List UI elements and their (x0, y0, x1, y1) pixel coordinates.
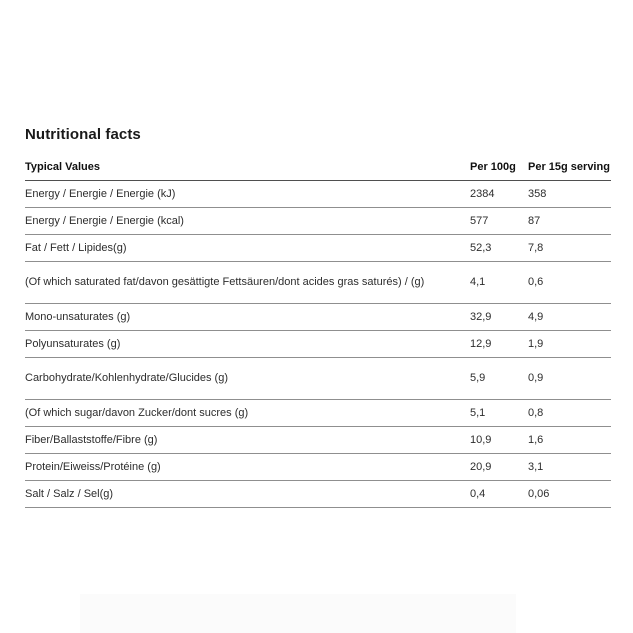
row-per15g-value: 1,9 (528, 337, 544, 350)
row-per100g-value: 577 (470, 214, 489, 227)
row-per15g-value: 7,8 (528, 241, 544, 254)
row-per100g-value: 52,3 (470, 241, 492, 254)
row-per100g-value: 5,9 (470, 372, 486, 384)
row-label: (Of which sugar/davon Zucker/dont sucres (g) (25, 406, 249, 419)
row-per100g-value: 0,4 (470, 487, 486, 500)
column-header-typical-values: Typical Values (25, 161, 101, 173)
table-row (25, 358, 611, 400)
row-per15g-value: 0,06 (528, 487, 550, 500)
row-per15g-value: 87 (528, 214, 541, 227)
row-per15g-value: 0,8 (528, 406, 544, 419)
row-label: Mono-unsaturates (g) (25, 310, 131, 323)
row-label: Carbohydrate/Kohlenhydrate/Glucides (g) (25, 372, 229, 384)
row-label: Polyunsaturates (g) (25, 337, 121, 350)
row-per100g-value: 2384 (470, 187, 495, 200)
row-per15g-value: 0,6 (528, 276, 544, 288)
table-row (25, 454, 611, 481)
table-row (25, 262, 611, 304)
row-label: Fiber/Ballaststoffe/Fibre (g) (25, 433, 158, 446)
row-per15g-value: 4,9 (528, 310, 544, 323)
row-label: Energy / Energie / Energie (kJ) (25, 187, 176, 200)
table-row (25, 481, 611, 508)
table-row (25, 427, 611, 454)
column-header-per-100g: Per 100g (470, 161, 516, 173)
row-per15g-value: 1,6 (528, 433, 544, 446)
page-title: Nutritional facts (25, 126, 141, 143)
row-label: Energy / Energie / Energie (kcal) (25, 214, 184, 227)
row-per100g-value: 5,1 (470, 406, 486, 419)
table-row (25, 331, 611, 358)
row-label: Salt / Salz / Sel(g) (25, 487, 114, 500)
row-per100g-value: 12,9 (470, 337, 492, 350)
row-label: (Of which saturated fat/davon gesättigte Fettsäuren/dont acides gras saturés) / (g) (25, 276, 425, 288)
row-per15g-value: 358 (528, 187, 547, 200)
nutrition-table (25, 155, 611, 508)
row-label: Fat / Fett / Lipides(g) (25, 241, 127, 254)
nutrition-table-body (25, 181, 611, 508)
row-per15g-value: 3,1 (528, 460, 544, 473)
row-per100g-value: 32,9 (470, 310, 492, 323)
table-row (25, 304, 611, 331)
row-per100g-value: 10,9 (470, 433, 492, 446)
table-row (25, 208, 611, 235)
table-row (25, 181, 611, 208)
footer-panel (80, 594, 516, 633)
row-per100g-value: 20,9 (470, 460, 492, 473)
table-header-row (25, 155, 611, 181)
column-header-per-15g-serving: Per 15g serving (528, 161, 610, 173)
table-row (25, 235, 611, 262)
row-per100g-value: 4,1 (470, 276, 486, 288)
table-row (25, 400, 611, 427)
row-label: Protein/Eiweiss/Protéine (g) (25, 460, 161, 473)
row-per15g-value: 0,9 (528, 372, 544, 384)
